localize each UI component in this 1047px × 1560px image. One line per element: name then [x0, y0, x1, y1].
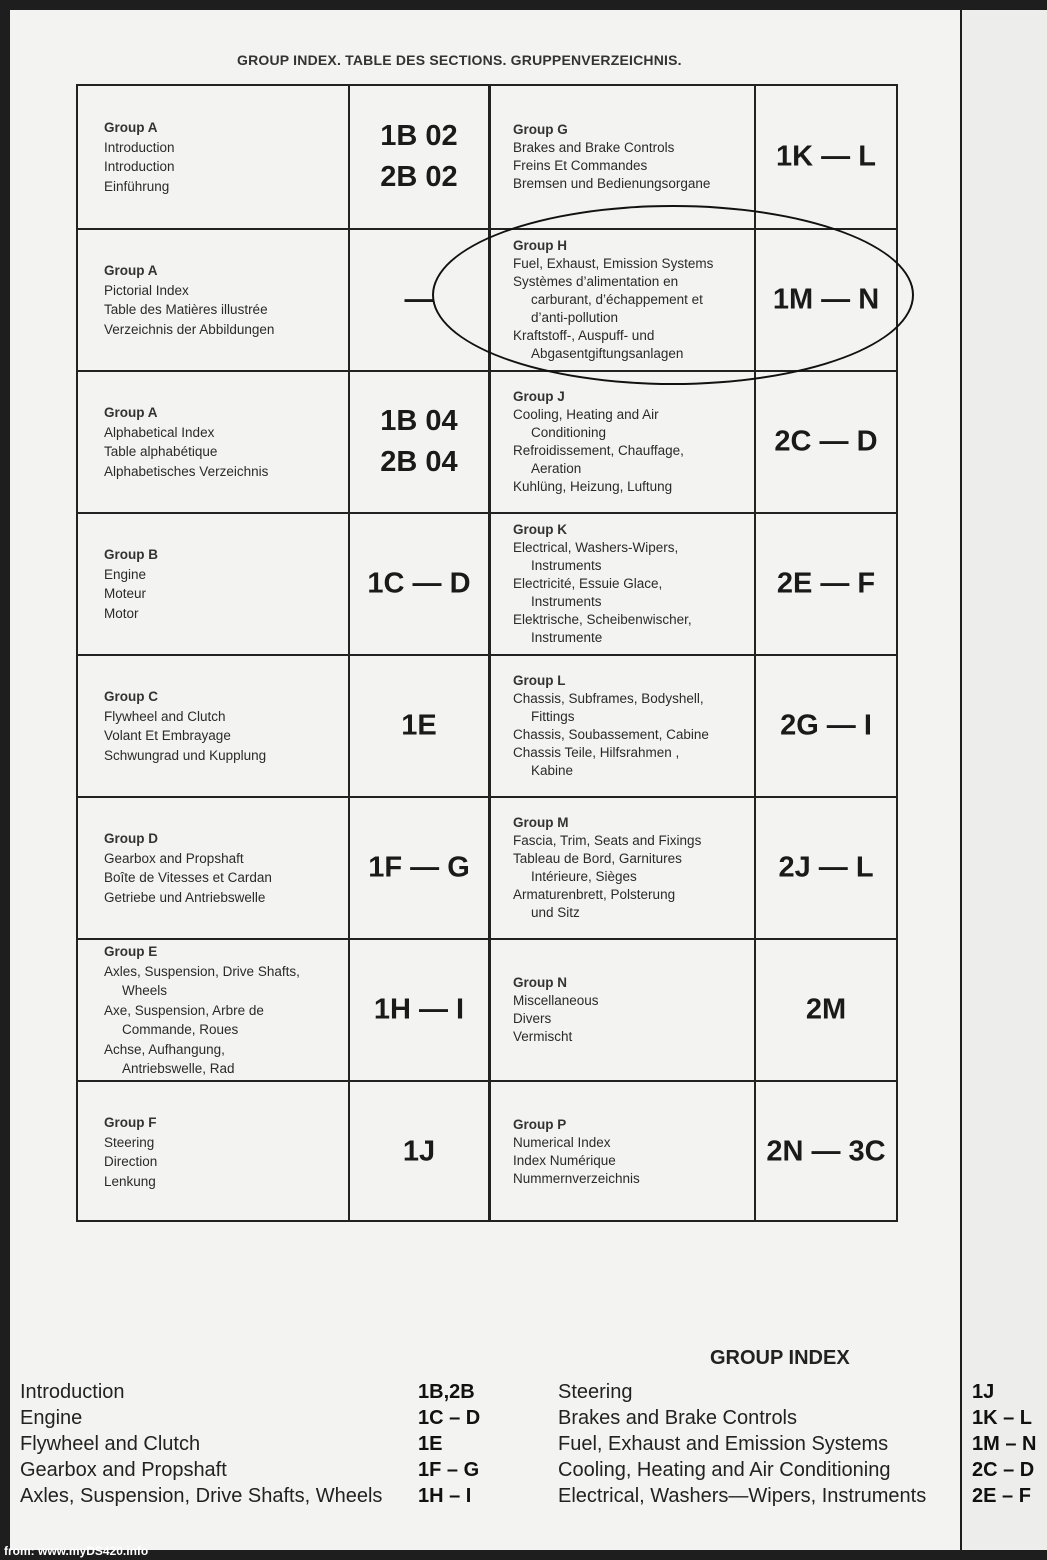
- source-watermark: from: www.myDS420.info: [4, 1544, 149, 1558]
- group-line: Chassis Teile, Hilfsrahmen ,: [513, 745, 680, 760]
- left-group-cell: [78, 798, 348, 938]
- group-title: Group D: [104, 831, 158, 846]
- group-line: Nummernverzeichnis: [513, 1171, 640, 1186]
- group-title: Group G: [513, 122, 568, 137]
- group-title: Group L: [513, 673, 566, 688]
- group-line: Kuhlüng, Heizung, Luftung: [513, 479, 673, 494]
- section-code: [756, 990, 896, 1031]
- group-line: Chassis, Subframes, Bodyshell,: [513, 691, 704, 706]
- table-row: [78, 86, 896, 228]
- group-description: [513, 388, 748, 496]
- group-title: Group E: [104, 943, 158, 959]
- section-code: [756, 706, 896, 747]
- group-line: Alphabetisches Verzeichnis: [104, 463, 269, 479]
- section-code-line: 1H — I: [373, 993, 465, 1026]
- section-code: [350, 564, 488, 605]
- group-title: Group M: [513, 815, 569, 830]
- group-title: Group P: [513, 1117, 567, 1132]
- group-description: [513, 814, 748, 922]
- right-group-cell: [488, 656, 754, 796]
- bottom-index-code: 1C – D: [418, 1407, 481, 1429]
- group-line: Abgasentgiftungsanlagen: [531, 346, 684, 361]
- group-line: Chassis, Soubassement, Cabine: [513, 727, 709, 742]
- group-description: [104, 687, 342, 765]
- bottom-index-code: 2E – F: [972, 1485, 1031, 1507]
- right-code-cell: [754, 1082, 896, 1222]
- section-code-line: 2C — D: [774, 425, 878, 458]
- group-line: Getriebe und Antriebswelle: [104, 889, 266, 905]
- right-group-cell: [488, 798, 754, 938]
- group-line: Electrical, Washers-Wipers,: [513, 540, 679, 555]
- section-code-line: 2G — I: [780, 709, 872, 742]
- group-description: [513, 1116, 748, 1188]
- bottom-index-right-codes: [972, 1379, 1036, 1509]
- group-line: Motor: [104, 605, 139, 621]
- group-title: Group B: [104, 547, 158, 562]
- group-line: Steering: [104, 1134, 155, 1150]
- group-line: Engine: [104, 566, 147, 582]
- group-line: Instruments: [531, 594, 602, 609]
- section-code-line: 2M: [805, 993, 847, 1026]
- right-group-cell: [488, 514, 754, 654]
- bottom-index-code: 1K – L: [972, 1407, 1033, 1429]
- group-line: Antriebswelle, Rad: [122, 1060, 235, 1076]
- group-line: Miscellaneous: [513, 993, 599, 1008]
- section-code-line: 1M — N: [772, 283, 880, 316]
- group-description: [104, 942, 342, 1079]
- group-title: Group A: [104, 405, 158, 420]
- group-line: Axe, Suspension, Arbre de: [104, 1002, 264, 1018]
- table-row: [78, 512, 896, 654]
- left-group-cell: [78, 230, 348, 370]
- left-code-cell: [348, 86, 488, 228]
- group-line: Aeration: [531, 461, 582, 476]
- group-line: Index Numérique: [513, 1153, 616, 1168]
- bottom-index-right-labels: [558, 1379, 926, 1509]
- group-title: Group N: [513, 975, 567, 990]
- group-line: Kraftstoff-, Auspuff- und: [513, 328, 655, 343]
- page-heading: GROUP INDEX. TABLE DES SECTIONS. GRUPPENVERZEICHNIS.: [237, 52, 682, 68]
- group-title: Group F: [104, 1115, 157, 1130]
- group-line: Lenkung: [104, 1173, 156, 1189]
- group-line: Commande, Roues: [122, 1021, 239, 1037]
- group-line: Vermischt: [513, 1029, 573, 1044]
- left-group-cell: [78, 656, 348, 796]
- left-code-cell: [348, 656, 488, 796]
- left-group-cell: [78, 940, 348, 1080]
- left-code-cell: [348, 372, 488, 512]
- left-code-cell: [348, 514, 488, 654]
- group-description: [104, 1113, 342, 1191]
- group-line: Conditioning: [531, 425, 607, 440]
- group-description: [104, 261, 342, 339]
- bottom-index-code: 1M – N: [972, 1433, 1037, 1455]
- bottom-index-label: Cooling, Heating and Air Conditioning: [558, 1459, 891, 1481]
- group-line: Moteur: [104, 586, 147, 601]
- section-code-line: 1J: [402, 1135, 436, 1168]
- left-group-cell: [78, 514, 348, 654]
- right-group-cell: [488, 940, 754, 1080]
- section-code-line: 2J — L: [778, 851, 874, 884]
- right-code-cell: [754, 514, 896, 654]
- table-row: [78, 938, 896, 1080]
- group-line: Gearbox and Propshaft: [104, 850, 244, 866]
- group-line: Introduction: [104, 139, 175, 155]
- table-row: [78, 796, 896, 938]
- group-line: Electricité, Essuie Glace,: [513, 576, 663, 591]
- group-line: Table alphabétique: [104, 444, 218, 459]
- section-code: [756, 1132, 896, 1173]
- bottom-index-code: 1J: [972, 1381, 995, 1403]
- group-line: Achse, Aufhangung,: [104, 1041, 225, 1057]
- section-code: [350, 990, 488, 1031]
- left-group-cell: [78, 372, 348, 512]
- bottom-index-label: Electrical, Washers—Wipers, Instruments: [558, 1485, 927, 1507]
- group-description: [104, 403, 342, 481]
- left-group-cell: [78, 1082, 348, 1222]
- group-title: Group H: [513, 238, 567, 253]
- group-line: carburant, d’échappement et: [531, 292, 703, 307]
- group-line: Direction: [104, 1154, 158, 1169]
- group-line: Verzeichnis der Abbildungen: [104, 321, 275, 337]
- group-line: Instrumente: [531, 630, 603, 645]
- group-title: Group J: [513, 389, 565, 404]
- group-line: Fascia, Trim, Seats and Fixings: [513, 833, 702, 848]
- right-group-cell: [488, 372, 754, 512]
- group-line: Bremsen und Bedienungsorgane: [513, 176, 711, 191]
- left-code-cell: [348, 1082, 488, 1222]
- right-code-cell: [754, 798, 896, 938]
- group-line: Intérieure, Sièges: [531, 869, 637, 884]
- section-code-line: 1C — D: [367, 567, 471, 600]
- section-code: [350, 848, 488, 889]
- group-title: Group K: [513, 522, 567, 537]
- bottom-index-label: Brakes and Brake Controls: [558, 1407, 798, 1429]
- group-line: Cooling, Heating and Air: [513, 407, 659, 422]
- group-line: Table des Matières illustrée: [104, 302, 268, 317]
- section-code-line: 2E — F: [776, 567, 876, 600]
- group-description: [104, 118, 342, 196]
- group-line: Kabine: [531, 763, 574, 778]
- bottom-index-code: 1H – I: [418, 1485, 472, 1507]
- section-code-line: 1E: [401, 709, 437, 742]
- right-code-cell: [754, 86, 896, 228]
- bottom-index-label: Gearbox and Propshaft: [20, 1459, 227, 1481]
- section-code: [350, 1132, 488, 1173]
- group-description: [513, 672, 748, 780]
- group-line: Introduction: [104, 159, 175, 174]
- group-line: Refroidissement, Chauffage,: [513, 443, 684, 458]
- section-code: [756, 564, 896, 605]
- section-code-line: 2N — 3C: [766, 1135, 886, 1168]
- section-code-line: 1F — G: [368, 851, 470, 884]
- section-code: [756, 422, 896, 463]
- group-line: Pictorial Index: [104, 282, 189, 298]
- section-code: [350, 116, 488, 198]
- table-row: [78, 370, 896, 512]
- group-line: Flywheel and Clutch: [104, 708, 226, 724]
- group-line: Armaturenbrett, Polsterung: [513, 887, 676, 902]
- group-line: Wheels: [122, 982, 168, 998]
- right-code-cell: [754, 940, 896, 1080]
- bottom-index-code: 1F – G: [418, 1459, 480, 1481]
- group-description: [513, 121, 748, 193]
- section-code-line: 1B 02: [380, 120, 458, 152]
- table-row: [78, 654, 896, 796]
- right-group-cell: [488, 1082, 754, 1222]
- group-line: d’anti-pollution: [531, 310, 619, 325]
- group-line: Fuel, Exhaust, Emission Systems: [513, 256, 714, 271]
- group-description: [513, 521, 748, 647]
- section-code: [756, 137, 896, 178]
- right-code-cell: [754, 656, 896, 796]
- bottom-index-left-labels: [20, 1379, 382, 1509]
- bottom-index-label: Steering: [558, 1381, 633, 1403]
- group-line: Volant Et Embrayage: [104, 728, 231, 743]
- group-line: Freins Et Commandes: [513, 158, 648, 173]
- section-code: [350, 706, 488, 747]
- group-description: [104, 545, 342, 623]
- section-code-line: 2B 02: [380, 161, 458, 193]
- group-description: [513, 974, 748, 1046]
- group-line: Fittings: [531, 709, 575, 724]
- left-code-cell: [348, 940, 488, 1080]
- bottom-index-code: 2C – D: [972, 1459, 1035, 1481]
- left-group-cell: [78, 86, 348, 228]
- group-title: Group C: [104, 689, 158, 704]
- group-line: Boîte de Vitesses et Cardan: [104, 870, 272, 885]
- section-code: [350, 401, 488, 483]
- group-line: Systèmes d’alimentation en: [513, 274, 679, 289]
- bottom-index-label: Flywheel and Clutch: [20, 1433, 201, 1455]
- section-code-line: 2B 04: [380, 446, 458, 478]
- table-row: [78, 1080, 896, 1222]
- highlight-circle: [432, 205, 914, 385]
- group-line: Axles, Suspension, Drive Shafts,: [104, 963, 300, 979]
- group-line: Einführung: [104, 178, 170, 194]
- section-code-line: 1B 04: [380, 405, 458, 437]
- group-line: Schwungrad und Kupplung: [104, 747, 267, 763]
- right-code-cell: [754, 372, 896, 512]
- group-line: Alphabetical Index: [104, 424, 215, 440]
- bottom-index-left-codes: [418, 1379, 480, 1509]
- group-line: Divers: [513, 1011, 552, 1026]
- bottom-index-code: 1E: [418, 1433, 443, 1455]
- group-title: Group A: [104, 263, 158, 278]
- group-line: Brakes and Brake Controls: [513, 140, 675, 155]
- bottom-index-label: Axles, Suspension, Drive Shafts, Wheels: [20, 1485, 383, 1507]
- section-code: [756, 848, 896, 889]
- bottom-index-label: Introduction: [20, 1381, 125, 1403]
- group-line: Instruments: [531, 558, 602, 573]
- bottom-index-code: 1B,2B: [418, 1381, 475, 1403]
- section-code-line: —: [404, 283, 434, 316]
- section-code-line: 1K — L: [776, 140, 876, 173]
- group-description: [104, 829, 342, 907]
- adjacent-page-edge: [962, 10, 1047, 1550]
- group-line: Elektrische, Scheibenwischer,: [513, 612, 692, 627]
- bottom-index-label: Engine: [20, 1407, 83, 1429]
- bottom-index-title: GROUP INDEX: [710, 1347, 850, 1369]
- group-line: und Sitz: [531, 905, 580, 920]
- bottom-index-label: Fuel, Exhaust and Emission Systems: [558, 1433, 889, 1455]
- group-title: Group A: [104, 120, 158, 135]
- left-code-cell: [348, 798, 488, 938]
- group-line: Numerical Index: [513, 1135, 611, 1150]
- group-line: Tableau de Bord, Garnitures: [513, 851, 682, 866]
